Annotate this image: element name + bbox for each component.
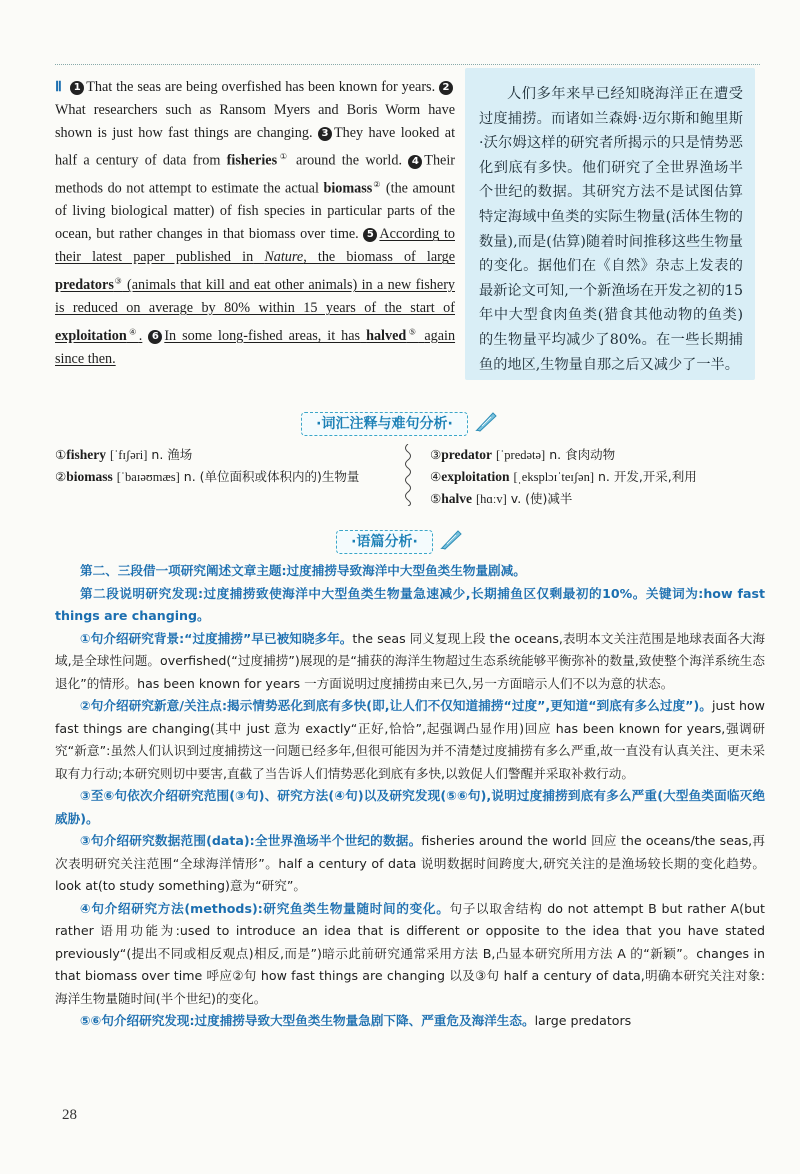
analysis-heading: ③句介绍研究数据范围(data):全世界渔场半个世纪的数据。 bbox=[80, 833, 422, 848]
quill-pen-icon bbox=[438, 528, 464, 550]
vocab-item-num: ② bbox=[55, 469, 67, 484]
analysis-heading: ②句介绍研究新意/关注点:揭示情势恶化到底有多快(即,让人们不仅知道捕捞“过度”,更知道“到底有多么过度”)。 bbox=[80, 698, 712, 713]
vocab-divider bbox=[402, 444, 414, 506]
vocab-section-banner bbox=[0, 410, 800, 436]
vocab-item-definition: n. (单位面积或体积内的)生物量 bbox=[183, 469, 360, 484]
sentence-number-3: 3 bbox=[318, 127, 332, 141]
sentence-2: What researchers such as Ransom Myers and Boris Worm have shown is just how fast things are changing. bbox=[55, 102, 455, 141]
note-ref-1: ① bbox=[277, 152, 290, 161]
sentence-3a: They have looked at half a century of data from bbox=[55, 125, 456, 169]
sentence-5c: (animals that kill and eat other animals) in a new fishery is reduced on average by 80% within 15 years of the start of bbox=[55, 277, 456, 317]
vocab-item bbox=[55, 466, 400, 488]
vocab-list-left bbox=[55, 444, 400, 488]
sentence-5 bbox=[55, 226, 455, 343]
analysis-paragraph bbox=[55, 898, 765, 1011]
sentence-number-6: 6 bbox=[148, 330, 162, 344]
word-fisheries: fisheries bbox=[226, 152, 278, 169]
vocab-item bbox=[430, 466, 765, 488]
vocab-item-phonetic: [hɑːv] bbox=[475, 492, 507, 506]
sentence-4a: Their methods do not attempt to estimate the actual bbox=[55, 152, 456, 197]
vocab-item-num: ① bbox=[55, 447, 67, 462]
vocab-item-num: ⑤ bbox=[430, 491, 442, 506]
analysis-body bbox=[55, 560, 765, 1033]
analysis-paragraph bbox=[55, 1010, 765, 1033]
analysis-paragraph bbox=[55, 628, 765, 696]
quill-pen-icon bbox=[473, 410, 499, 432]
analysis-text: the seas 同义复现上段 the oceans,表明本文关注范围是地球表面各大海域,是全球性问题。overfished(“过度捕捞”)展现的是“捕获的海洋生物超过生态系统能够平衡弥补的数量,致使整个海洋系统生态退化”的情形。has been known for years 一方面说明过度捕捞由来已久,另一方面暗示人们不以为意的状态。 bbox=[55, 630, 765, 691]
word-biomass: biomass bbox=[323, 180, 373, 197]
analysis-section-banner bbox=[0, 528, 800, 554]
sentence-number-4: 4 bbox=[408, 155, 422, 169]
word-predators: predators bbox=[55, 277, 114, 294]
chinese-translation-text: 人们多年来早已经知晓海洋正在遭受过度捕捞。而诸如兰森姆·迈尔斯和鲍里斯·沃尔姆这样的研究者所揭示的只是情势恶化到底有多快。他们研究了全世界渔场半个世纪的数据。其研究方法不是试图估算特定海域中鱼类的实际生物量(活体生物的数量),而是(估算)随着时间推移这些生物量的变化。据他们在《自然》杂志上发表的最新论文可知,一个新渔场在开发之初的15年中大型食肉鱼类(猎食其他动物的鱼类)的生物量平均减少了80%。在一些长期捕鱼的地区,生物量自那之后又减少了一半。 bbox=[479, 86, 743, 373]
word-exploitation: exploitation bbox=[55, 327, 127, 344]
sentence-5d: . bbox=[138, 327, 143, 344]
analysis-text: fisheries around the world 回应 the oceans/the seas,再次表明研究关注范围“全球海洋情形”。half a century of data 说明数据时间跨度大,研究关注的是渔场较长期的变化趋势。look at(to study something)意为“研究”。 bbox=[55, 833, 765, 893]
vocab-item bbox=[430, 444, 765, 466]
analysis-section-title: ·语篇分析· bbox=[336, 530, 433, 554]
vocab-item-word: fishery bbox=[66, 447, 106, 462]
analysis-heading: ④句介绍研究方法(methods):研究鱼类生物量随时间的变化。 bbox=[80, 900, 450, 916]
analysis-heading: ⑤⑥句介绍研究发现:过度捕捞导致大型鱼类生物量急剧下降、严重危及海洋生态。 bbox=[80, 1013, 535, 1028]
english-passage bbox=[55, 76, 455, 371]
vocab-item-phonetic: [ˈbaɪəʊmæs] bbox=[116, 470, 180, 484]
sentence-number-5: 5 bbox=[363, 228, 377, 242]
sentence-3b: around the world. bbox=[296, 152, 402, 169]
vocab-item-phonetic: [ˈpredətə] bbox=[495, 448, 546, 462]
vocab-item bbox=[55, 444, 400, 466]
vocab-section-title: ·词汇注释与难句分析· bbox=[301, 412, 468, 436]
sentence-5a: According to their latest paper published in bbox=[55, 226, 455, 266]
sentence-5b: , the biomass of large bbox=[303, 249, 456, 266]
vocab-item-word: exploitation bbox=[441, 469, 510, 484]
vocab-item-word: predator bbox=[441, 447, 492, 462]
sentence-6b: again since then. bbox=[55, 327, 456, 367]
word-halved: halved bbox=[366, 327, 407, 344]
vocab-item-word: halve bbox=[441, 491, 472, 506]
sentence-4b: (the amount of living biological matter) of fish species in particular parts of the ocean, but rather changes in that biomass over time. bbox=[55, 180, 456, 243]
vocab-item-phonetic: [ˌeksplɔɪˈteɪʃən] bbox=[513, 470, 594, 484]
sentence-number-1: 1 bbox=[70, 81, 84, 95]
vocab-item-definition: n. 食肉动物 bbox=[549, 447, 616, 462]
sentence-1: That the seas are being overfished has been known for years. bbox=[86, 79, 436, 95]
vocab-item-num: ④ bbox=[430, 469, 442, 484]
analysis-heading: ①句介绍研究背景:“过度捕捞”早已被知晓多年。 bbox=[80, 630, 353, 646]
top-dotted-rule bbox=[55, 64, 760, 65]
analysis-text: 句子以取舍结构 do not attempt B but rather A(but rather 语用功能为:used to introduce an idea that is different or opposite to the idea that you have stated previously“(提出不同或相反观点)相反,而是”)暗示此前研究通常采用方法 B,凸显本研究所用方法 A 的“新颖”。changes in that biomass over time 呼应②句 how fast things are changing 以及③句 half a century of data,明确本研究关注对象:海洋生物量随时间(半个世纪)的变化。 bbox=[55, 900, 765, 1006]
analysis-paragraph: 第二段说明研究发现:过度捕捞致使海洋中大型鱼类生物量急速减少,长期捕鱼区仅剩最初的10%。关键词为:how fast things are changing。 bbox=[55, 585, 765, 623]
analysis-paragraph bbox=[55, 830, 765, 898]
analysis-paragraph: ③至⑥句依次介绍研究范围(③句)、研究方法(④句)以及研究发现(⑤⑥句),说明过度捕捞到底有多么严重(大型鱼类面临灭绝威胁)。 bbox=[55, 788, 765, 826]
sentence-number-2: 2 bbox=[439, 81, 453, 95]
vocab-item-definition: n. 渔场 bbox=[151, 447, 193, 462]
vocab-item-num: ③ bbox=[430, 447, 442, 462]
vocab-item-phonetic: [ˈfɪʃəri] bbox=[109, 448, 148, 462]
note-ref-2: ② bbox=[372, 179, 382, 189]
vocab-list-right bbox=[430, 444, 765, 510]
note-ref-4: ④ bbox=[126, 327, 139, 337]
analysis-paragraph: 第二、三段借一项研究阐述文章主题:过度捕捞导致海洋中大型鱼类生物量剧减。 bbox=[80, 563, 526, 578]
part-label: Ⅱ bbox=[55, 79, 63, 95]
chinese-translation-box bbox=[465, 68, 755, 380]
note-ref-5: ⑤ bbox=[406, 327, 419, 337]
vocab-item-word: biomass bbox=[66, 469, 113, 484]
vocab-item-definition: v. (使)减半 bbox=[510, 491, 573, 506]
vocab-item-definition: n. 开发,开采,利用 bbox=[597, 469, 697, 484]
analysis-text: just how fast things are changing(其中 just 意为 exactly“正好,恰恰”,起强调凸显作用)回应 has been known for years,强调研究“新意”:虽然人们认识到过度捕捞这一问题已经多年,但很可能因为并不清楚过度捕捞有多么严重,故一直没有认真关注、更未采取有力行动;本研究则切中要害,直截了当告诉人们情势恶化到底有多快,以敦促人们警醒并采取补救行动。 bbox=[55, 698, 765, 781]
page-number: 28 bbox=[62, 1107, 77, 1123]
note-ref-3: ③ bbox=[113, 276, 123, 286]
vocab-item bbox=[430, 488, 765, 510]
journal-nature: Nature bbox=[264, 249, 304, 266]
analysis-paragraph bbox=[55, 695, 765, 785]
sentence-6a: In some long-fished areas, it has bbox=[164, 327, 361, 344]
analysis-text: large predators bbox=[534, 1013, 632, 1028]
